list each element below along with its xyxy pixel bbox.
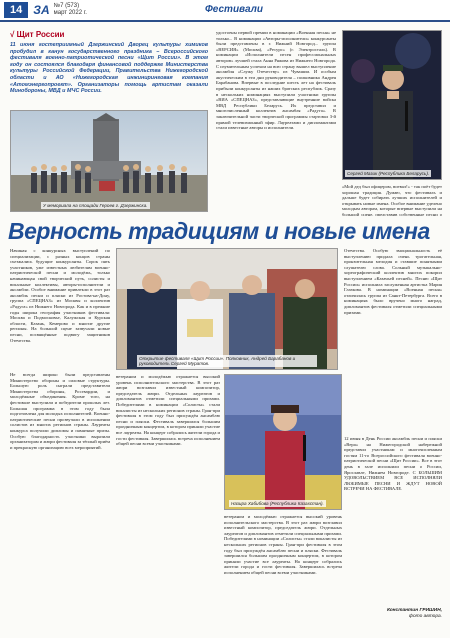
kazakh-photo — [224, 374, 342, 510]
issue-info — [54, 3, 87, 17]
issue-number: №7 (573) — [53, 3, 80, 9]
page-header — [0, 0, 450, 22]
article-kicker: √ Щит России — [10, 30, 65, 39]
stage-caption: Открытие фестиваля «Щит России». Полковник, Андрей Барабанов и руководитель Сергей Муратов. — [137, 355, 317, 367]
memorial-caption: У мемориала на площади Героев г. Дзержинска. — [43, 202, 148, 208]
singer-image — [343, 31, 442, 180]
section-title: Фестивали — [205, 4, 263, 15]
text-column-right-lower: Отечества. Особую эмоциональность её выступлению придала очень трогательная, пронзительная мелодия и ставшие понятными слушателю слова. Сольный музыкально-хореографический коллектив многих покорил выступлением «Казачьей песней». Песню «Щит России» исполнила заслуженная артистка Мария Глазкова. В номинации «Военная песня» отличилась группа из Санкт-Петербурга. Всего в номинациях было вручено много наград, дипломантов фестиваля отметили специальными призами. — [344, 248, 442, 315]
photo-credit: фото автора. — [408, 613, 442, 619]
memorial-image — [11, 111, 208, 212]
article-headline: Верность традициям и новые имена — [8, 218, 430, 244]
text-column-middle-lower: ветераном и молодёжью отражается высокий уровень исполнительского мастерства. В этот раз жюри возглавил известный композитор, председатель жюри. Отдельных лауреатов и дипломантов отметили специальными призами. Победителями в номинации «Солисты» стали вокалисты из нескольких регионов страны. Гран-при фестиваля в этом году был присуждён ансамблю песни и пляски. Фестиваль завершился большим праздничным концертом, в котором приняли участие все лауреаты. На концерт собрались жители города и гости фестиваля. Завершилась встреча исполнением общей песни всеми участниками. — [116, 374, 220, 447]
stage-photo — [116, 248, 338, 370]
kazakh-caption: Назира Хабибова (Республика Казахстан). — [231, 500, 324, 506]
text-column-left-lower: Не всегда широко были представлены Министерство обороны и силовые структуры. Большую роль сыграли представители Министерства обороны, Росгвардии, и молодёжные объединения. Кроме того, на фестивале выступили и победители прошлых лет. Большая программа в этом году была подготовлена для молодых исполнителей. Военно-патриотические песни прозвучали в исполнении солистов из многих регионов страны. Лауреаты конкурса получили дипломы и памятные призы. Особую благодарность участники выразили организаторам и жюри фестиваля за тёплый приём и прекрасную организацию всех мероприятий. — [10, 372, 110, 450]
belarus-photo — [342, 30, 442, 180]
belarus-caption: Сергей Мазик (Республика Беларусь). — [347, 170, 430, 176]
bottom-center-text: ветераном и молодёжью отражается высокий уровень исполнительского мастерства. В этот раз жюри возглавил известный композитор, председатель жюри. Отдельных лауреатов и дипломантов отметили специальными призами. Победителями в номинации «Солисты» стали вокалисты из нескольких регионов страны. Гран-при фестиваля в этом году был присуждён ансамблю песни и пляски. Фестиваль завершился большим праздничным концертом, в котором приняли участие все лауреаты. На концерт собрались жители города и гости фестиваля. Завершилась встреча исполнением общей песни всеми участниками. — [224, 514, 342, 575]
memorial-photo — [10, 110, 208, 212]
issue-date: март 2022 г. — [53, 10, 87, 16]
author-signature — [344, 608, 442, 620]
kazakh-singer-image — [225, 375, 342, 510]
author-name: Константин ГРИШИН, — [386, 608, 442, 613]
page-number: 14 — [4, 2, 28, 18]
text-column-bottom-center — [224, 514, 342, 622]
text-column-right-mid: «Мой дед был офицером, воевал!» - так поёт будет хорошая традиция. Думаю, что фестиваль и дальше будет собирать лучших исполнителей и открывать новые имена. Особое внимание уделено молодым авторам, которые впервые выступили на большой сцене, представив собственные песни о — [342, 184, 442, 216]
text-column-left: Начиная с конкурсных выступлений по специализации, с разных концов страны съезжались будущие конкурсанты. Сорок пять участников, уже известных любителям военно-патриотической песни и молодёжь, только начинающая свой творческий путь, солисты и вокальные коллективы, авторы-исполнители и ансамбли. Особое внимание привлекли в этот раз ансамбль песни и пляски из Ростова-на-Дону, группа «СПЕЦНАЗ» из Москвы и коллектив «Радуга» из Нижнего Новгорода. Как и в прежние годы широка география участников фестиваля: Москва и Подмосковье, Калужская и Курская области, Казань, Кемерово и многие другие регионы. На большой сцене зазвучали новые песни, посвящённые подвигу защитников Отечества. — [10, 248, 110, 343]
article-lead: 11 июня гостеприимный Дзержинский Дворец культуры химиков пробудил в канун государственного праздника – Всероссийского фестиваля военно-патриотической песни «Щит России». В этом году он состоялся благодаря финансовой поддержке Министерства культуры Российской Федерации, Правительства Нижегородской области и АО «Нижегородская инжиниринговая компания «Атомэнергопроект». Организаторы помощь артистам оказали Минобороны, МВД и МЧС России. — [10, 42, 208, 95]
text-column-far-right: 12 июня в День России ансамбль песни и пляски «Вера» на Нижегородской набережной представил участникам и многочисленным гостям 11-го Всероссийского фестиваля военно-патриотической песни «Щит России». Все в этот день в зале исполнили песни о России, Ярославле, Нижнем Новгороде. С БОЛЬШИМ УДОВОЛЬСТВИЕМ ВСЕ ИСПОЛНЯЛИ ЛЮБИМЫЕ ПЕСНИ И ЖДУТ НОВОЙ ВСТРЕЧИ НА ФЕСТИВАЛЕ. — [344, 436, 442, 492]
stage-image — [117, 249, 338, 370]
text-column-top-right: удостоены первой премии в номинации «Военная песня» не только... В номинации «Авторы-исполнители» конкурсанты были представлены в г. Нижний Новгород... группа «ВЕРСИЯ» (Москва), «Ресурс» (г. Электросталь). В номинации «Исполнители песен профессиональных авторов» лучшей стала Анна Ряжова из Нижнего Новгорода. С изумительным успехом на всю страну вышел выступление ансамбля «Служу Отечеству» из Чувашии. И особым акустическим в эти дни руководителя – полковника Андрея Барабанова. Впервые в последние шесть лет на фестиваль прибыли конкурсанты из наших братских республик. Сразу в нескольких номинациях выступили участники группы «ВИА «СПЕЦНАЗ», представляющие внутренние войска МВД Республики Беларусь. Их представил и многочисленный коллектив ансамбля «Радуга». В заключительной части творческой программы стартовал 3-й прямой телевизионный эфир. Лауреатами и дипломантами стали известные авторы и исполнители. — [216, 30, 336, 131]
publication-name: ЗА — [33, 3, 50, 17]
